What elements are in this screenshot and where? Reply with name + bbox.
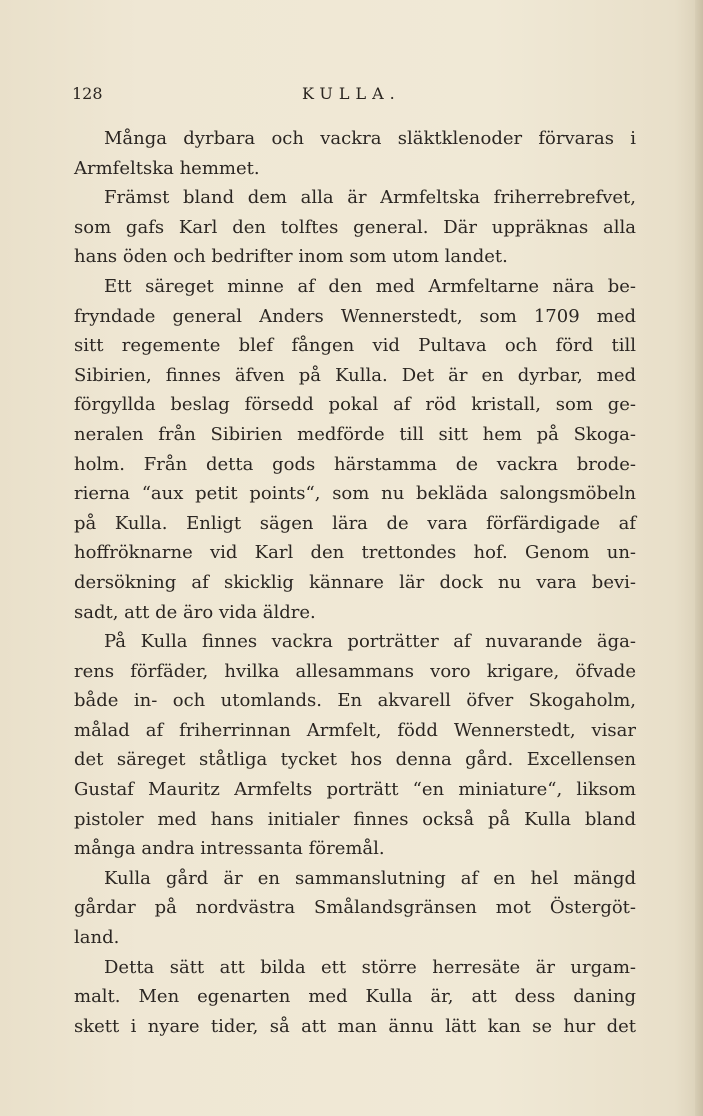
text-line: fryndade general Anders Wennerstedt, som 1709 med — [74, 305, 636, 327]
text-line: Gustaf Mauritz Armfelts porträtt “en miniature“, liksom — [74, 779, 636, 801]
text-line: dersökning af skicklig kännare lär dock nu vara bevi- — [74, 571, 636, 593]
text-line: hoffröknarne vid Karl den trettondes hof. Genom un- — [74, 542, 636, 564]
text-line: förgyllda beslag försedd pokal af röd kristall, som ge- — [74, 394, 636, 416]
text-line: Armfeltska hemmet. — [74, 157, 260, 179]
text-line: gårdar på nordvästra Smålandsgränsen mot Östergöt- — [74, 897, 636, 919]
text-line: På Kulla finnes vackra porträtter af nuvarande äga- — [104, 631, 636, 653]
text-line: många andra intressanta föremål. — [74, 838, 385, 860]
text-line: land. — [74, 927, 120, 949]
text-line: malt. Men egenarten med Kulla är, att dess daning — [74, 986, 636, 1008]
text-line: både in- och utomlands. En akvarell öfver Skogaholm, — [74, 690, 636, 712]
text-line: rens förfäder, hvilka allesammans voro krigare, öfvade — [74, 660, 636, 682]
text-line: rierna “aux petit points“, som nu bekläda salongsmöbeln — [74, 483, 636, 505]
text-line: sadt, att de äro vida äldre. — [74, 601, 316, 623]
text-line: Detta sätt att bilda ett större herresäte är urgam- — [104, 956, 636, 978]
text-line: målad af friherrinnan Armfelt, född Wennerstedt, visar — [74, 719, 636, 741]
text-line: sitt regemente blef fången vid Pultava och förd till — [74, 335, 636, 357]
text-line: Ett säreget minne af den med Armfeltarne nära be- — [104, 275, 636, 297]
running-title: KULLA. — [302, 84, 401, 103]
text-line: hans öden och bedrifter inom som utom landet. — [74, 246, 508, 268]
text-line: skett i nyare tider, så att man ännu lätt kan se hur det — [74, 1015, 636, 1037]
text-line: Många dyrbara och vackra släktklenoder förvaras i — [104, 128, 636, 149]
body-text — [74, 124, 636, 1041]
text-line: neralen från Sibirien medförde till sitt hem på Skoga- — [74, 423, 636, 445]
text-line: Sibirien, finnes äfven på Kulla. Det är en dyrbar, med — [74, 364, 636, 386]
text-line: på Kulla. Enligt sägen lära de vara förfärdigade af — [74, 512, 636, 534]
text-line: holm. Från detta gods härstamma de vackra brode- — [74, 453, 636, 475]
page-number: 128 — [72, 84, 103, 103]
text-line: som gafs Karl den tolftes general. Där uppräknas alla — [74, 216, 636, 238]
text-line: Främst bland dem alla är Armfeltska friherrebrefvet, — [104, 187, 636, 209]
text-line: det säreget ståtliga tycket hos denna gård. Excellensen — [74, 749, 636, 771]
text-line: Kulla gård är en sammanslutning af en hel mängd — [104, 867, 636, 889]
page-header — [72, 84, 632, 108]
page-edge — [695, 0, 703, 1116]
text-line: pistoler med hans initialer finnes också på Kulla bland — [74, 808, 636, 830]
